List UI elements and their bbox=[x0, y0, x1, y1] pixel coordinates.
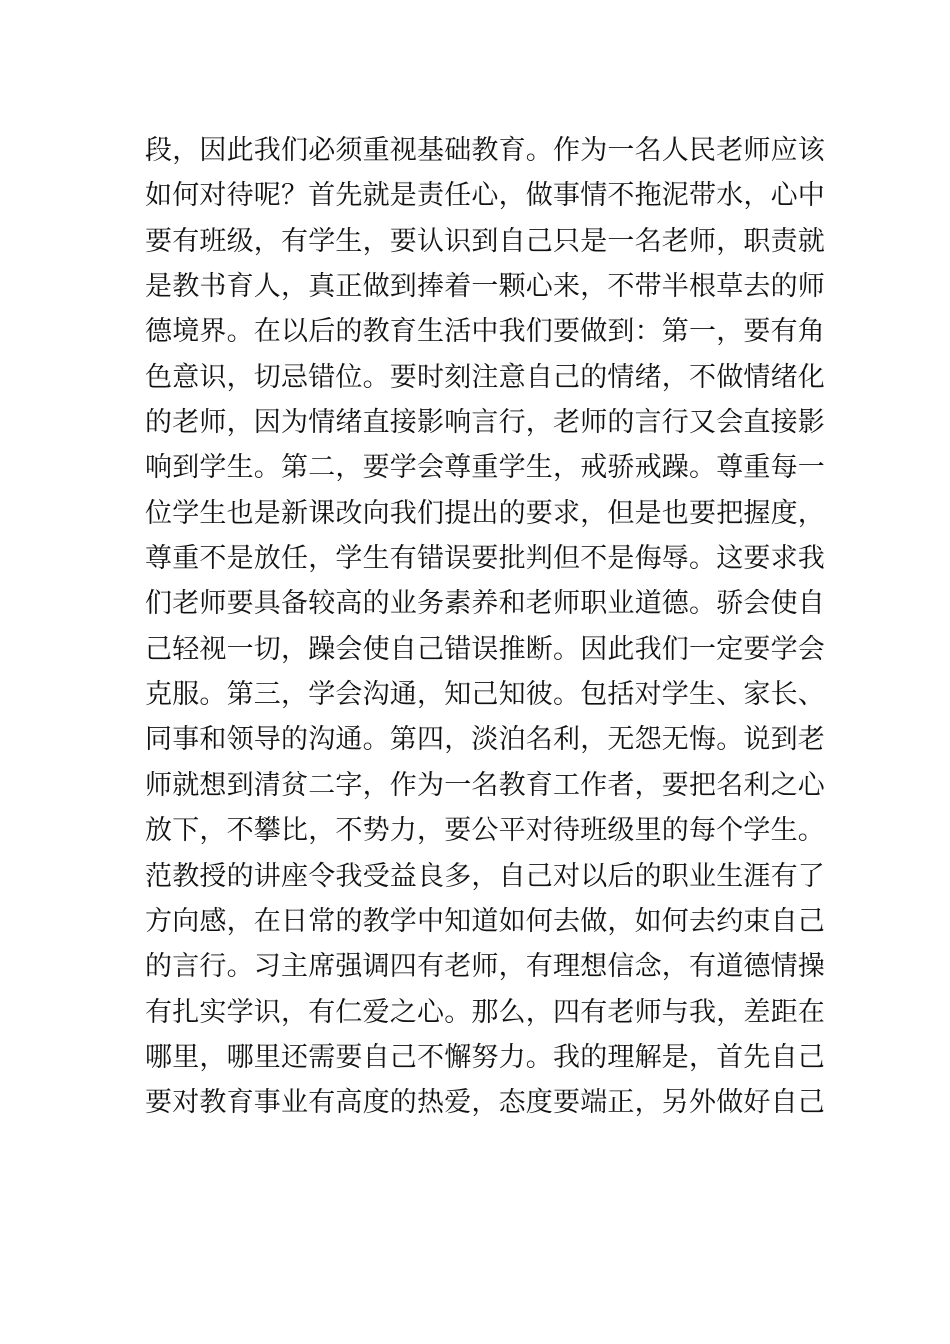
text-line-18: 方向感，在日常的教学中知道如何去做，如何去约束自己 bbox=[145, 905, 825, 937]
text-line-7: 的老师，因为情绪直接影响言行，老师的言行又会直接影 bbox=[145, 407, 825, 439]
text-line-3: 要有班级，有学生，要认识到自己只是一名老师，职责就 bbox=[145, 225, 825, 257]
text-line-6: 色意识，切忌错位。要时刻注意自己的情绪，不做情绪化 bbox=[145, 361, 825, 393]
body-text bbox=[145, 128, 845, 1126]
text-line-4: 是教书育人，真正做到捧着一颗心来，不带半根草去的师 bbox=[145, 271, 825, 303]
text-line-13: 克服。第三，学会沟通，知己知彼。包括对学生、家长、 bbox=[145, 679, 825, 711]
text-line-5: 德境界。在以后的教育生活中我们要做到：第一，要有角 bbox=[145, 316, 825, 348]
text-line-12: 己轻视一切，躁会使自己错误推断。因此我们一定要学会 bbox=[145, 633, 825, 665]
text-line-2: 如何对待呢？首先就是责任心，做事情不拖泥带水，心中 bbox=[145, 180, 825, 212]
text-line-20: 有扎实学识，有仁爱之心。那么，四有老师与我，差距在 bbox=[145, 996, 825, 1028]
text-line-14: 同事和领导的沟通。第四，淡泊名利，无怨无悔。说到老 bbox=[145, 724, 825, 756]
text-line-19: 的言行。习主席强调四有老师，有理想信念，有道德情操 bbox=[145, 951, 825, 983]
text-line-8: 响到学生。第二，要学会尊重学生，戒骄戒躁。尊重每一 bbox=[145, 452, 825, 484]
text-line-17: 范教授的讲座令我受益良多，自己对以后的职业生涯有了 bbox=[145, 860, 825, 892]
text-line-10: 尊重不是放任，学生有错误要批判但不是侮辱。这要求我 bbox=[145, 543, 825, 575]
text-line-15: 师就想到清贫二字，作为一名教育工作者，要把名利之心 bbox=[145, 769, 825, 801]
text-line-21: 哪里，哪里还需要自己不懈努力。我的理解是，首先自己 bbox=[145, 1041, 825, 1073]
text-line-11: 们老师要具备较高的业务素养和老师职业道德。骄会使自 bbox=[145, 588, 825, 620]
text-line-22: 要对教育事业有高度的热爱，态度要端正，另外做好自己 bbox=[145, 1087, 825, 1119]
text-line-16: 放下，不攀比，不势力，要公平对待班级里的每个学生。 bbox=[145, 815, 825, 847]
text-line-1: 段，因此我们必须重视基础教育。作为一名人民老师应该 bbox=[145, 135, 825, 166]
text-line-9: 位学生也是新课改向我们提出的要求，但是也要把握度， bbox=[145, 497, 825, 529]
